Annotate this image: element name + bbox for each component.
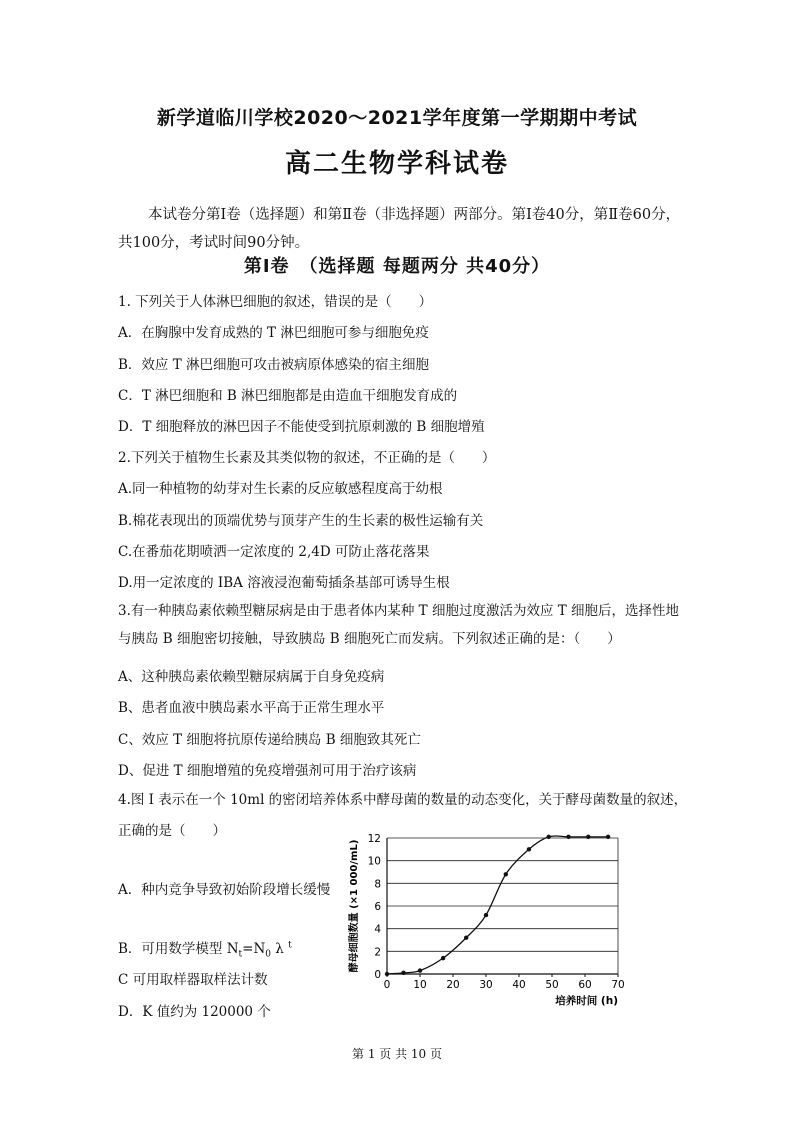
chart-x-tick-label: 60 <box>578 979 592 991</box>
intro-paragraph <box>118 201 684 257</box>
chart-data-point <box>527 847 531 851</box>
question-4-option-c: C 可用取样器取样法计数 <box>118 972 268 988</box>
question-4-option-d: D．K 值约为 120000 个 <box>118 1004 271 1020</box>
school-title: 新学道临川学校2020～2021学年度第一学期期中考试 <box>156 107 638 129</box>
chart-data-point <box>547 835 551 839</box>
question-1-option-b: B．效应 T 淋巴细胞可攻击被病原体感染的宿主细胞 <box>118 357 430 373</box>
chart-data-point <box>566 835 570 839</box>
chart-y-tick-label: 12 <box>367 833 381 845</box>
option-b-text: B．可用数学模型 N <box>118 941 239 957</box>
chart-x-tick-label: 40 <box>512 979 526 991</box>
option-b-eq: =N <box>242 941 266 957</box>
chart-y-tick-label: 0 <box>374 969 381 981</box>
question-1-option-c: C．T 淋巴细胞和 B 淋巴细胞都是由造血干细胞发育成的 <box>118 388 458 404</box>
chart-x-tick-label: 50 <box>545 979 559 991</box>
intro-text: 本试卷分第Ⅰ卷（选择题）和第Ⅱ卷（非选择题）两部分。第Ⅰ卷40分，第Ⅱ卷60分，共100分，考试时间90分钟。 <box>118 207 681 251</box>
section-heading: 第Ⅰ卷 （选择题 每题两分 共40分） <box>243 256 551 277</box>
option-b-sup-t: t <box>288 940 292 951</box>
question-1-option-a: A．在胸腺中发育成熟的 T 淋巴细胞可参与细胞免疫 <box>118 325 429 341</box>
question-2-option-a: A.同一种植物的幼芽对生长素的反应敏感程度高于幼根 <box>118 481 443 497</box>
question-3-option-a: A、这种胰岛素依赖型糖尿病属于自身免疫病 <box>118 669 385 685</box>
question-1-stem: 1. 下列关于人体淋巴细胞的叙述，错误的是（ ） <box>118 294 433 310</box>
question-3-option-d: D、促进 T 细胞增殖的免疫增强剂可用于治疗该病 <box>118 763 417 779</box>
chart-data-point <box>464 936 468 940</box>
chart-data-point <box>606 835 610 839</box>
chart-data-point <box>484 913 488 917</box>
option-b-lambda: λ <box>271 941 289 957</box>
subject-title: 高二生物学科试卷 <box>284 149 509 179</box>
chart-y-tick-label: 6 <box>374 901 381 913</box>
chart-y-tick-label: 10 <box>367 855 381 868</box>
chart-x-tick-label: 30 <box>479 979 493 991</box>
chart-y-tick-label: 2 <box>374 946 381 959</box>
question-4-stem: 4.图 I 表示在一个 10ml 的密闭培养体系中酵母菌的数量的动态变化，关于酵母菌数量的叙述，正确的是（ ） <box>118 792 688 839</box>
question-3-stem: 3.有一种胰岛素依赖型糖尿病是由于患者体内某种 T 细胞过度激活为效应 T 细胞后，选择性地与胰岛 B 细胞密切接触，导致胰岛 B 细胞死亡而发病。下列叙述正确的是：（ ） <box>118 603 680 647</box>
chart-x-tick-label: 20 <box>446 979 460 991</box>
question-1-option-d: D．T 细胞释放的淋巴因子不能使受到抗原刺激的 B 细胞增殖 <box>118 419 485 435</box>
question-3-option-c: C、效应 T 细胞将抗原传递给胰岛 B 细胞致其死亡 <box>118 732 421 748</box>
chart-data-point <box>401 971 405 975</box>
option-b-sub-t: t <box>238 949 243 960</box>
question-2-stem: 2.下列关于植物生长素及其类似物的叙述，不正确的是（ ） <box>118 450 496 466</box>
chart-y-label: 酵母细胞数量 (×1 000/mL) <box>349 839 360 973</box>
question-3-option-b: B、患者血液中胰岛素水平高于正常生理水平 <box>118 700 385 716</box>
question-2-option-c: C.在番茄花期喷洒一定浓度的 2,4D 可防止落花落果 <box>118 544 430 560</box>
chart-x-tick-label: 10 <box>413 979 427 991</box>
chart-data-point <box>385 972 389 976</box>
question-4-option-a: A．种内竞争导致初始阶段增长缓慢 <box>118 882 331 898</box>
chart-data-point <box>586 835 590 839</box>
chart-data-point <box>441 956 445 960</box>
yeast-growth-chart <box>345 828 635 1008</box>
chart-x-label: 培养时间 (h) <box>555 995 618 1007</box>
page-footer: 第 1 页 共 10 页 <box>352 1047 442 1061</box>
chart-series-line <box>387 836 608 974</box>
chart-y-tick-label: 4 <box>374 923 381 936</box>
chart-x-tick-label: 70 <box>611 979 625 991</box>
chart-x-tick-label: 0 <box>383 979 391 991</box>
chart-y-tick-label: 8 <box>374 878 381 891</box>
question-2-option-b: B.棉花表现出的顶端优势与顶芽产生的生长素的极性运输有关 <box>118 513 484 529</box>
question-2-option-d: D.用一定浓度的 IBA 溶液浸泡葡萄插条基部可诱导生根 <box>118 575 450 591</box>
chart-data-point <box>418 968 422 972</box>
chart-data-point <box>504 872 508 876</box>
option-b-sub-0: 0 <box>265 949 272 960</box>
